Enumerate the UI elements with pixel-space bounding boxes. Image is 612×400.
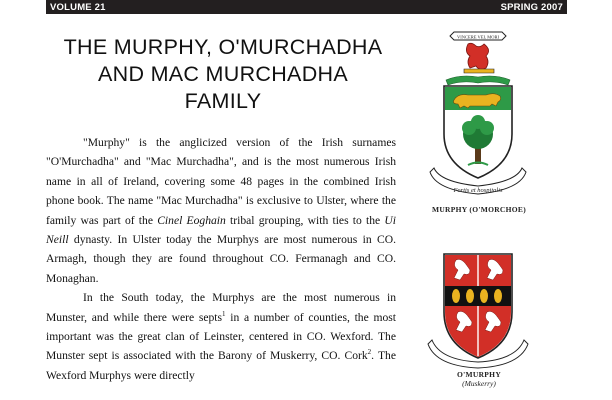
text-run: In the South today, the Murphys are the most numerous in Munster, and while there were septs <box>46 291 396 324</box>
title-line: AND MAC MURCHADHA <box>98 62 348 86</box>
text-run: tribal grouping, with ties to the <box>225 213 385 227</box>
crest-motto-scroll <box>450 32 506 40</box>
title-line: THE MURPHY, O'MURCHADHA <box>63 35 383 59</box>
crest-motto-text: VINCERE VEL MORI <box>457 34 499 40</box>
shield <box>444 86 512 178</box>
italic-term: Ui Neill <box>46 213 396 247</box>
wreath <box>446 76 510 85</box>
text-run: in a number of counties, the most important was the great clan of Leinster, centered in CO. Wexford. The Munster sept is associated with the Barony of Muskerry, CO. Cork <box>46 310 397 363</box>
lion-crest-icon <box>464 43 494 73</box>
article-title <box>46 34 400 115</box>
text-run: . The Wexford Murphys were directly <box>46 349 396 382</box>
header-bar <box>46 0 567 14</box>
text-run: dynasty. In Ulster today the Murphys are most numerous in CO. Armagh, though they are found throughout CO. Fermanagh and CO. Monaghan. <box>46 233 396 285</box>
omurphy-coat-of-arms <box>424 248 532 370</box>
motto-text: Fortis et hospitalis <box>453 187 503 194</box>
paragraph-2 <box>46 288 396 385</box>
paragraph-1 <box>46 133 396 288</box>
crest-subcaption: (Muskerry) <box>462 379 496 388</box>
volume-label: VOLUME 21 <box>50 1 106 13</box>
footnote-ref: 1 <box>222 309 226 318</box>
murphy-coat-of-arms <box>424 22 532 208</box>
season-label: SPRING 2007 <box>500 1 563 13</box>
crest-caption: MURPHY (O'MORCHOE) <box>431 205 527 214</box>
footnote-ref: 2 <box>367 348 372 357</box>
text-run: "Murphy" is the anglicized version of the Irish surnames "O'Murchadha" and "Mac Murchadha", and is the most numerous Irish name in all of Ireland, covering some 48 pages in the combined Irish phone book. The name "Mac Murchadha" is exclusive to Ulster, where the family was part of the <box>46 136 396 227</box>
italic-term: Cinel Eoghain <box>157 213 226 227</box>
article-body <box>46 133 396 385</box>
title-line: FAMILY <box>184 89 262 113</box>
shield <box>444 254 512 358</box>
crest-caption: O'MURPHY <box>456 370 502 379</box>
